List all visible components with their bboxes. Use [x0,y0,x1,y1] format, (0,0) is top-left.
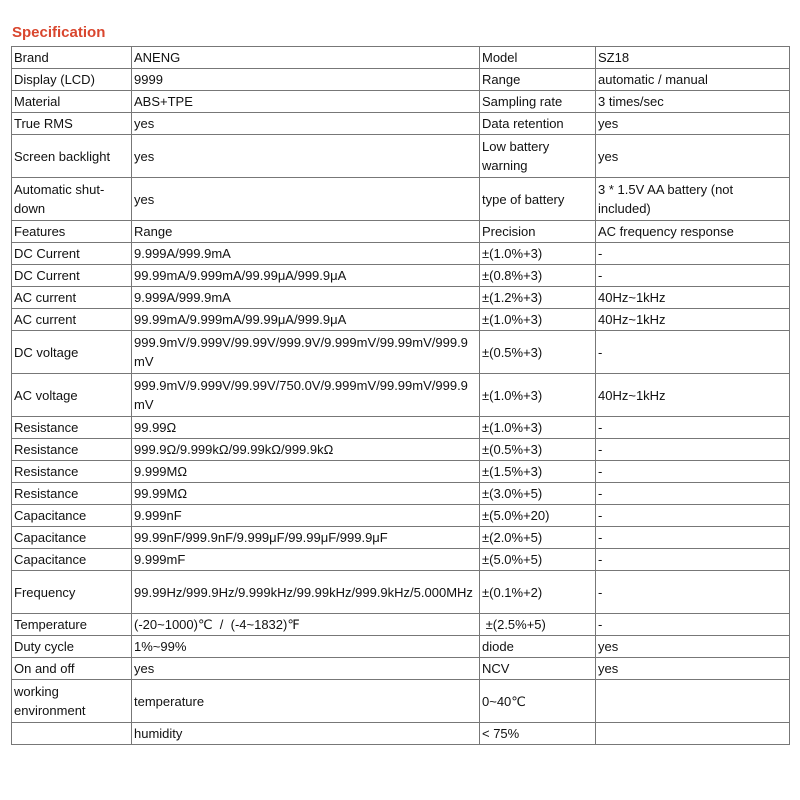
spec-value-2: - [596,265,790,287]
spec-value: Range [132,221,480,243]
spec-value-2: SZ18 [596,47,790,69]
spec-value: 9.999mF [132,549,480,571]
spec-label-2: ±(1.0%+3) [480,417,596,439]
spec-label: AC current [12,309,132,331]
spec-label-2: ±(5.0%+20) [480,505,596,527]
table-row [12,47,790,69]
spec-value: 99.99Ω [132,417,480,439]
spec-value-2: yes [596,113,790,135]
spec-value-2: - [596,571,790,614]
spec-label: Resistance [12,439,132,461]
spec-value-2 [596,723,790,745]
spec-label: working environment [12,680,132,723]
spec-value: ANENG [132,47,480,69]
spec-label: Duty cycle [12,636,132,658]
spec-label-2: ±(2.5%+5) [480,614,596,636]
table-row [12,636,790,658]
spec-label: Resistance [12,417,132,439]
spec-value: yes [132,178,480,221]
spec-value-2: - [596,417,790,439]
spec-value: 99.99MΩ [132,483,480,505]
spec-label: Capacitance [12,549,132,571]
spec-value: 9.999A/999.9mA [132,243,480,265]
table-row [12,135,790,178]
spec-label: Screen backlight [12,135,132,178]
table-row [12,658,790,680]
spec-value-2: - [596,483,790,505]
spec-value-2: yes [596,658,790,680]
spec-value: 99.99nF/999.9nF/9.999μF/99.99μF/999.9μF [132,527,480,549]
spec-value-2: 40Hz~1kHz [596,287,790,309]
spec-label-2: Data retention [480,113,596,135]
table-row [12,265,790,287]
spec-label-2: ±(2.0%+5) [480,527,596,549]
spec-label-2: type of battery [480,178,596,221]
spec-label-2: Model [480,47,596,69]
spec-value-2: - [596,331,790,374]
spec-value-2: - [596,243,790,265]
table-row [12,439,790,461]
spec-value: 9999 [132,69,480,91]
spec-label-2: ±(0.5%+3) [480,439,596,461]
table-row [12,483,790,505]
spec-label-2: ±(5.0%+5) [480,549,596,571]
spec-label-2: ±(3.0%+5) [480,483,596,505]
spec-label-2: ±(1.5%+3) [480,461,596,483]
table-row [12,91,790,113]
spec-label: DC voltage [12,331,132,374]
spec-value: yes [132,658,480,680]
spec-label-2: Low battery warning [480,135,596,178]
spec-label: Temperature [12,614,132,636]
table-row [12,331,790,374]
spec-label: On and off [12,658,132,680]
spec-label-2: ±(1.2%+3) [480,287,596,309]
table-row [12,374,790,417]
spec-label: Frequency [12,571,132,614]
spec-value: 99.99Hz/999.9Hz/9.999kHz/99.99kHz/999.9kHz/5.000MHz [132,571,480,614]
spec-value: 999.9mV/9.999V/99.99V/999.9V/9.999mV/99.99mV/999.9mV [132,331,480,374]
spec-label: AC current [12,287,132,309]
spec-value: (-20~1000)℃ / (-4~1832)℉ [132,614,480,636]
spec-label-2: 0~40℃ [480,680,596,723]
spec-label: Brand [12,47,132,69]
spec-label: DC Current [12,265,132,287]
spec-value-2: 40Hz~1kHz [596,309,790,331]
table-row [12,417,790,439]
spec-title: Specification [12,24,106,41]
spec-table [11,46,790,745]
spec-label-2: < 75% [480,723,596,745]
spec-label: Features [12,221,132,243]
spec-label [12,723,132,745]
spec-label: AC voltage [12,374,132,417]
spec-label: Display (LCD) [12,69,132,91]
spec-value: 99.99mA/9.999mA/99.99μA/999.9μA [132,265,480,287]
spec-value-2: - [596,461,790,483]
spec-label-2: ±(0.8%+3) [480,265,596,287]
spec-value-2: - [596,549,790,571]
spec-table-body [12,47,790,745]
spec-value-2 [596,680,790,723]
table-row [12,505,790,527]
spec-value: 9.999nF [132,505,480,527]
spec-value: 999.9mV/9.999V/99.99V/750.0V/9.999mV/99.99mV/999.9mV [132,374,480,417]
spec-value-2: - [596,505,790,527]
table-row [12,113,790,135]
table-row [12,527,790,549]
table-row [12,309,790,331]
spec-label: Capacitance [12,505,132,527]
spec-label-2: diode [480,636,596,658]
table-row [12,287,790,309]
spec-label: DC Current [12,243,132,265]
spec-value-2: - [596,527,790,549]
spec-label-2: ±(0.5%+3) [480,331,596,374]
spec-label-2: ±(1.0%+3) [480,309,596,331]
spec-value: ABS+TPE [132,91,480,113]
spec-label: Material [12,91,132,113]
spec-label-2: NCV [480,658,596,680]
spec-value: yes [132,135,480,178]
spec-label: Capacitance [12,527,132,549]
table-row [12,243,790,265]
spec-value: temperature [132,680,480,723]
spec-value: 1%~99% [132,636,480,658]
spec-value-2: - [596,614,790,636]
spec-value-2: 40Hz~1kHz [596,374,790,417]
spec-value-2: 3 times/sec [596,91,790,113]
table-row [12,461,790,483]
spec-value: 9.999MΩ [132,461,480,483]
spec-value-2: yes [596,636,790,658]
table-row [12,69,790,91]
spec-value: 9.999A/999.9mA [132,287,480,309]
spec-label: True RMS [12,113,132,135]
spec-label-2: Precision [480,221,596,243]
table-row [12,614,790,636]
spec-value-2: yes [596,135,790,178]
spec-value: 99.99mA/9.999mA/99.99μA/999.9μA [132,309,480,331]
table-row [12,221,790,243]
table-row [12,571,790,614]
spec-label-2: ±(1.0%+3) [480,243,596,265]
spec-value-2: 3 * 1.5V AA battery (not included) [596,178,790,221]
table-row [12,178,790,221]
spec-value: humidity [132,723,480,745]
spec-value-2: automatic / manual [596,69,790,91]
spec-value: yes [132,113,480,135]
spec-label: Resistance [12,461,132,483]
spec-value-2: - [596,439,790,461]
table-row [12,723,790,745]
table-row [12,549,790,571]
table-row [12,680,790,723]
spec-label-2: ±(0.1%+2) [480,571,596,614]
spec-label: Automatic shut-down [12,178,132,221]
spec-label-2: Sampling rate [480,91,596,113]
spec-value-2: AC frequency response [596,221,790,243]
spec-value: 999.9Ω/9.999kΩ/99.99kΩ/999.9kΩ [132,439,480,461]
spec-label-2: ±(1.0%+3) [480,374,596,417]
spec-label-2: Range [480,69,596,91]
spec-label: Resistance [12,483,132,505]
